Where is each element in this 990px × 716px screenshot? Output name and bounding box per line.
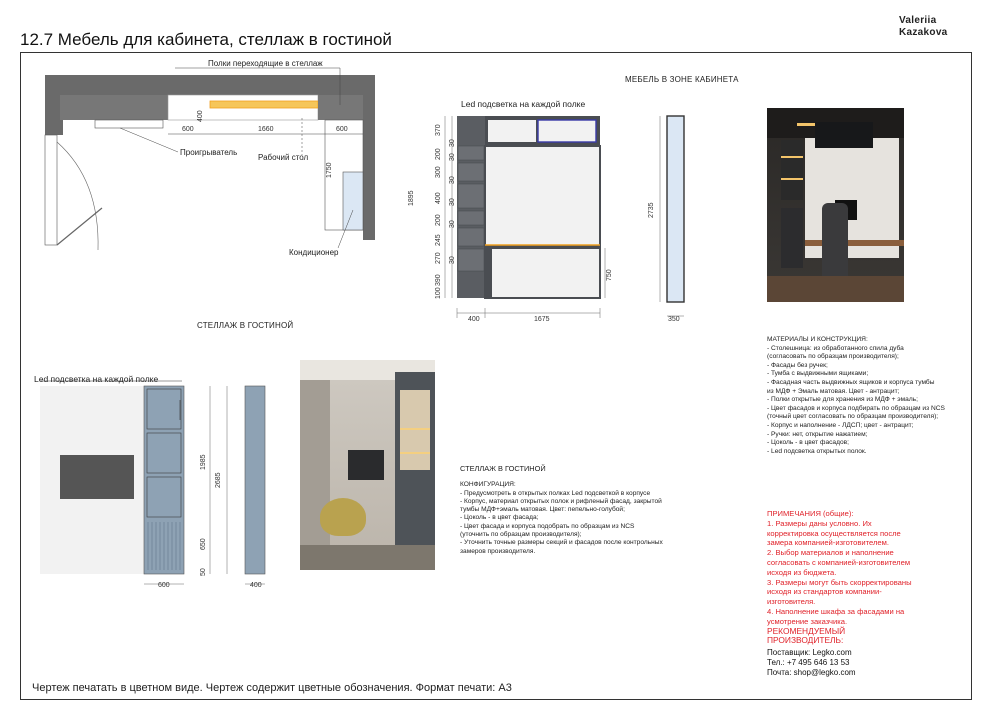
dim-office-30a: 30 bbox=[449, 139, 456, 147]
notes-line: корректировка осуществляется после bbox=[767, 528, 901, 538]
dim-living-2685: 2685 bbox=[215, 472, 222, 488]
dim-office-350: 350 bbox=[668, 316, 680, 323]
print-note: Чертеж печатать в цветном виде. Чертеж содержит цветные обозначения. Формат печати: А3 bbox=[32, 682, 512, 694]
office-lower-cabinet bbox=[485, 248, 600, 298]
materials-line: - Фасады без ручек; bbox=[767, 361, 828, 369]
dim-office-1895: 1895 bbox=[408, 190, 415, 206]
office-render-photo bbox=[767, 108, 904, 302]
dim-office-width-400: 400 bbox=[468, 316, 480, 323]
label-work-desk: Рабочий стол bbox=[258, 153, 309, 162]
living-section-title: СТЕЛЛАЖ В ГОСТИНОЙ bbox=[197, 321, 294, 330]
dim-office-390: 390 bbox=[435, 274, 442, 286]
materials-line: (точный цвет согласовать по образцам производителя); bbox=[767, 413, 939, 421]
dim-living-side-400: 400 bbox=[250, 582, 262, 589]
dim-living-650: 650 bbox=[200, 538, 207, 550]
config-line: замеров производителя. bbox=[460, 547, 536, 555]
dim-office-30f: 30 bbox=[449, 256, 456, 264]
materials-line: - Полки открытые для хранения из МДФ + эмаль; bbox=[767, 396, 918, 404]
config-line: тумбы МДФ+эмаль матовая. Цвет: пепельно-голубой; bbox=[460, 506, 625, 514]
label-air-conditioner: Кондиционер bbox=[289, 248, 339, 257]
materials-section bbox=[767, 336, 962, 456]
dim-office-400: 400 bbox=[435, 192, 442, 204]
materials-line: - Тумба с выдвижными ящиками; bbox=[767, 370, 869, 378]
notes-line: замера компанией-изготовителем. bbox=[767, 538, 889, 548]
materials-line: - Корпус и наполнение - ЛДСП; цвет - антрацит; bbox=[767, 421, 914, 429]
office-top-shelf-left bbox=[488, 120, 536, 142]
page-title: 12.7 Мебель для кабинета, стеллаж в гостиной bbox=[20, 30, 392, 49]
dim-plan-1660: 1660 bbox=[258, 126, 274, 133]
author-name bbox=[899, 15, 948, 39]
notes-line: усмотрение заказчика. bbox=[767, 616, 848, 626]
label-record-player: Проигрыватель bbox=[180, 148, 238, 157]
led-shelf-strip bbox=[210, 101, 318, 108]
supplier-contact bbox=[767, 648, 856, 678]
air-conditioner-unit bbox=[343, 172, 363, 230]
dim-office-30d: 30 bbox=[449, 198, 456, 206]
config-line: - Цвет фасада и корпуса подобрать по образцам из NCS bbox=[460, 522, 635, 530]
record-player bbox=[95, 120, 163, 128]
dim-office-30b: 30 bbox=[449, 153, 456, 161]
dim-office-370: 370 bbox=[435, 124, 442, 136]
config-subtitle: КОНФИГУРАЦИЯ: bbox=[460, 481, 516, 489]
dim-living-width-600: 600 bbox=[158, 582, 170, 589]
general-notes bbox=[767, 509, 967, 646]
living-rack-elevation bbox=[40, 380, 290, 595]
dim-office-200b: 200 bbox=[435, 214, 442, 226]
dim-office-200a: 200 bbox=[435, 148, 442, 160]
notes-line: 3. Размеры могут быть скорректированы bbox=[767, 577, 912, 587]
config-line: - Цоколь - в цвет фасада; bbox=[460, 514, 539, 522]
dim-plan-1750: 1750 bbox=[326, 162, 333, 178]
dim-living-50: 50 bbox=[200, 568, 207, 576]
dim-plan-400: 400 bbox=[197, 110, 204, 122]
materials-line: из МДФ + Эмаль матовая. Цвет - антрацит; bbox=[767, 387, 900, 395]
author-last-name: Kazakova bbox=[899, 27, 948, 38]
dim-office-300: 300 bbox=[435, 166, 442, 178]
office-led-label: Led подсветка на каждой полке bbox=[461, 99, 586, 109]
dim-plan-600-right: 600 bbox=[336, 126, 348, 133]
door-opening bbox=[45, 135, 57, 245]
notes-line: согласовать с компанией-изготовителем bbox=[767, 557, 911, 567]
config-line: - Корпус, материал открытых полок и рифленый фасад, закрытой bbox=[460, 497, 662, 505]
dim-office-750: 750 bbox=[606, 269, 613, 281]
office-furniture-elevation bbox=[415, 108, 705, 328]
dim-office-270: 270 bbox=[435, 252, 442, 264]
wall-right bbox=[363, 75, 375, 240]
author-first-name: Valeriia bbox=[899, 15, 937, 26]
door-leaf bbox=[57, 208, 102, 245]
notes-line: исходя из стандартов компании- bbox=[767, 587, 882, 597]
dim-living-1985: 1985 bbox=[200, 454, 207, 470]
notes-line: 4. Наполнение шкафа за фасадами на bbox=[767, 606, 905, 616]
dim-office-2735: 2735 bbox=[648, 202, 655, 218]
dim-office-30c: 30 bbox=[449, 176, 456, 184]
office-side-panel bbox=[667, 116, 684, 302]
notes-line: исходя из бюджета. bbox=[767, 567, 837, 577]
wall-top bbox=[45, 75, 375, 95]
living-rack-side bbox=[245, 386, 265, 574]
dim-office-245: 245 bbox=[435, 234, 442, 246]
supplier-phone: Тел.: +7 495 646 13 53 bbox=[767, 658, 850, 667]
materials-line: (согласовать по образцам производителя); bbox=[767, 353, 899, 361]
label-shelves-into-rack: Полки переходящие в стеллаж bbox=[208, 59, 323, 68]
shelf-block-right bbox=[318, 95, 363, 120]
dim-office-100: 100 bbox=[435, 287, 442, 299]
config-line: - Предусмотреть в открытых полках Led подсветкой в корпусе bbox=[460, 489, 651, 497]
materials-title: МАТЕРИАЛЫ И КОНСТРУКЦИЯ: bbox=[767, 336, 868, 343]
living-tv bbox=[60, 455, 134, 499]
office-floor-plan bbox=[40, 60, 385, 260]
living-led-label: Led подсветка на каждой полке bbox=[34, 374, 159, 384]
materials-line: - Ручки: нет, открытие нажатием; bbox=[767, 430, 868, 438]
config-line: - Уточнить точные размеры секций и фасадов после контрольных bbox=[460, 539, 663, 547]
notes-title: ПРИМЕЧАНИЯ (общие): bbox=[767, 509, 854, 518]
shelf-block-left bbox=[60, 95, 168, 120]
supplier-email[interactable]: Почта: shop@legko.com bbox=[767, 668, 856, 677]
materials-line: - Фасадная часть выдвижных ящиков и корпуса тумбы bbox=[767, 378, 935, 386]
living-render-photo bbox=[300, 360, 435, 570]
config-title: СТЕЛЛАЖ В ГОСТИНОЙ bbox=[460, 464, 546, 473]
office-top-shelf-right bbox=[538, 120, 596, 142]
recommended-title-2: ПРОИЗВОДИТЕЛЬ: bbox=[767, 635, 844, 646]
dim-office-30e: 30 bbox=[449, 220, 456, 228]
recommended-title-1: РЕКОМЕНДУЕМЫЙ bbox=[767, 625, 846, 636]
supplier-name: Поставщик: Legko.com bbox=[767, 648, 852, 657]
config-line: (уточнить по образцам производителя); bbox=[460, 531, 582, 539]
notes-line: 2. Выбор материалов и наполнение bbox=[767, 548, 894, 558]
notes-line: 1. Размеры даны условно. Их bbox=[767, 518, 872, 528]
office-open-niche bbox=[485, 146, 600, 246]
materials-line: - Столешница: из обработанного спила дуба bbox=[767, 344, 904, 352]
dim-office-width-1675: 1675 bbox=[534, 316, 550, 323]
notes-line: изготовителя. bbox=[767, 597, 816, 607]
materials-line: - Цвет фасадов и корпуса подбирать по образцам из NCS bbox=[767, 404, 945, 412]
living-configuration bbox=[460, 465, 690, 556]
dim-plan-600-left: 600 bbox=[182, 126, 194, 133]
materials-line: - Цоколь - в цвет фасадов; bbox=[767, 439, 849, 447]
door-swing bbox=[57, 142, 98, 250]
materials-line: - Led подсветка открытых полок. bbox=[767, 447, 867, 455]
office-section-title: МЕБЕЛЬ В ЗОНЕ КАБИНЕТА bbox=[625, 75, 739, 84]
